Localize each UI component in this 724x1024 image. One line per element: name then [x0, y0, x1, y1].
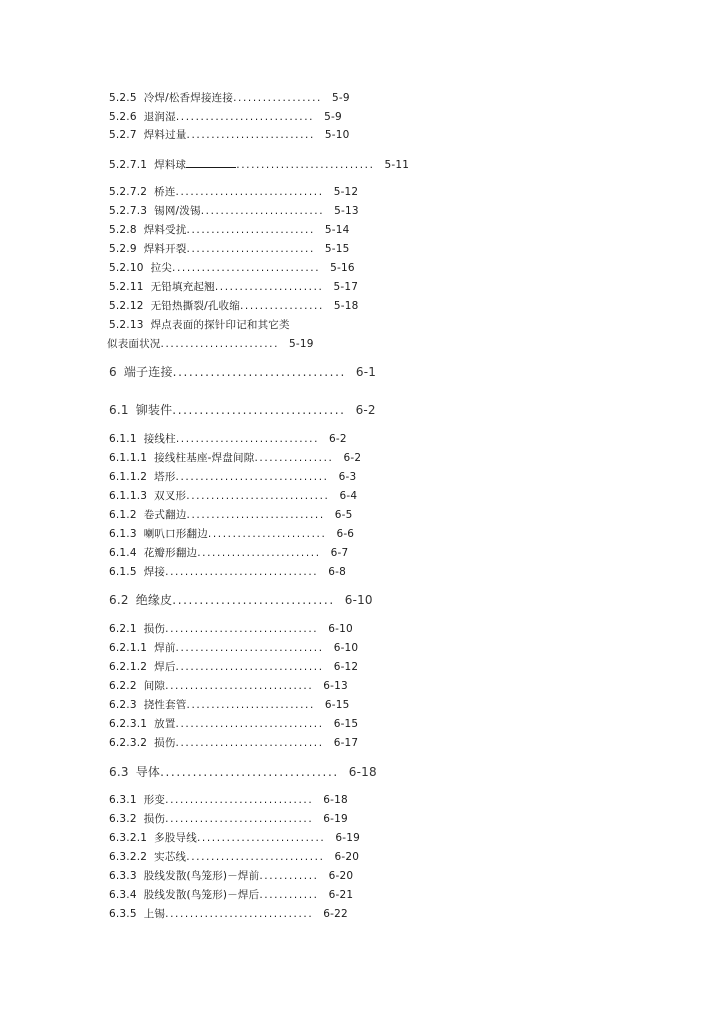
entry-number: 5.2.7.2	[109, 186, 148, 198]
entry-number: 6.1	[109, 403, 129, 417]
page-number: 6-10	[344, 593, 373, 607]
entry-title: 接线柱基座-焊盘间隙	[154, 452, 255, 464]
leader-dots: ..................	[233, 92, 322, 104]
entry-number: 6.1.1.2	[109, 471, 148, 483]
toc-entry[interactable]	[109, 831, 360, 845]
leader-dots: .................................	[160, 765, 339, 779]
toc-section-heading[interactable]	[109, 764, 377, 780]
entry-number: 6.1.1.3	[109, 490, 148, 502]
entry-title: 焊接	[143, 566, 166, 578]
toc-entry[interactable]	[109, 812, 348, 826]
leader-dots: ............................	[236, 159, 375, 171]
entry-number: 6.2.1.1	[109, 642, 148, 654]
leader-dots: ........................	[207, 528, 327, 540]
toc-entry[interactable]	[109, 489, 357, 503]
toc-entry[interactable]	[109, 546, 348, 560]
page-number: 6-15	[333, 718, 359, 730]
entry-number: 6.2.1.2	[109, 661, 148, 673]
entry-number: 6.2	[109, 593, 129, 607]
page-number: 5-18	[333, 300, 359, 312]
page-number: 5-14	[324, 224, 350, 236]
toc-entry[interactable]	[109, 451, 361, 465]
toc-entry[interactable]	[109, 470, 356, 484]
page-number: 5-19	[289, 338, 314, 350]
entry-title: 焊后	[154, 661, 176, 673]
toc-entry[interactable]	[109, 717, 358, 731]
page-number: 6-10	[328, 623, 353, 635]
entry-number: 5.2.6	[109, 111, 137, 123]
toc-section-heading[interactable]	[109, 592, 373, 608]
entry-number: 6.1.1	[109, 433, 137, 445]
entry-number: 5.2.7.1	[109, 159, 148, 171]
page-number: 6-21	[328, 889, 354, 901]
entry-number: 6.1.4	[109, 547, 137, 559]
toc-entry[interactable]	[109, 888, 353, 902]
toc-entry[interactable]	[109, 793, 348, 807]
toc-entry[interactable]	[109, 261, 355, 275]
page-number: 5-9	[324, 111, 342, 123]
entry-title: 拉尖	[150, 262, 173, 274]
leader-dots: ..........................	[186, 129, 315, 141]
page-number: 6-22	[323, 908, 348, 920]
leader-dots: ..............................	[175, 718, 324, 730]
entry-number: 6.3.2.1	[109, 832, 148, 844]
toc-entry[interactable]	[109, 204, 359, 218]
page-number: 6-18	[348, 765, 377, 779]
toc-entry[interactable]	[109, 157, 409, 172]
page-number: 6-19	[335, 832, 360, 844]
page-number: 6-12	[333, 661, 359, 673]
leader-dots: ............................	[186, 851, 325, 863]
page-number: 5-10	[324, 129, 350, 141]
page-number: 6-2	[355, 403, 376, 417]
entry-number: 6.3.2.2	[109, 851, 148, 863]
entry-title: 焊点表面的探针印记和其它类	[150, 319, 290, 331]
leader-dots: ..............................	[175, 642, 324, 654]
toc-entry[interactable]	[109, 299, 359, 313]
entry-title: 多股导线	[154, 832, 197, 844]
entry-title: 卷式翻边	[143, 509, 187, 521]
leader-dots: ............	[259, 870, 319, 882]
page-number: 6-2	[329, 433, 347, 445]
leader-dots: ..............................	[165, 908, 314, 920]
leader-dots: ........................	[160, 338, 280, 350]
entry-title: 锡网/泼锡	[154, 205, 201, 217]
page-number: 6-10	[333, 642, 359, 654]
leader-dots: ......................	[214, 281, 324, 293]
entry-title: 桥连	[154, 186, 176, 198]
toc-section-heading[interactable]	[109, 402, 376, 418]
leader-dots: ..............................	[172, 262, 321, 274]
toc-entry[interactable]	[107, 337, 314, 351]
page-number: 6-18	[323, 794, 348, 806]
page-number: 6-7	[330, 547, 349, 559]
leader-dots: ..............................	[165, 680, 314, 692]
page-number: 5-11	[384, 159, 410, 171]
underline-blank	[186, 157, 236, 168]
leader-dots: .........................	[197, 547, 321, 559]
leader-dots: ............................	[186, 509, 325, 521]
entry-number: 5.2.7.3	[109, 205, 148, 217]
entry-title: 喇叭口形翻边	[143, 528, 208, 540]
leader-dots: ................................	[172, 403, 346, 417]
entry-number: 6.3	[109, 765, 129, 779]
leader-dots: .............................	[186, 490, 330, 502]
entry-number: 6.1.5	[109, 566, 137, 578]
entry-number: 5.2.10	[109, 262, 144, 274]
entry-title: 实芯线	[154, 851, 187, 863]
page-number: 5-9	[331, 92, 350, 104]
leader-dots: .........................	[200, 205, 325, 217]
entry-title: 接线柱	[143, 433, 176, 445]
entry-title: 股线发散(鸟笼形)－焊前	[143, 870, 260, 882]
toc-entry[interactable]	[109, 622, 353, 636]
page-number: 6-3	[338, 471, 357, 483]
toc-entry[interactable]	[109, 527, 354, 541]
page-number: 6-8	[328, 566, 346, 578]
toc-entry[interactable]	[109, 280, 358, 294]
leader-dots: ..............................	[172, 593, 335, 607]
entry-number: 6.3.2	[109, 813, 137, 825]
toc-entry[interactable]	[109, 242, 350, 256]
entry-title: 形变	[143, 794, 166, 806]
toc-entry[interactable]	[109, 907, 348, 921]
page-number: 5-12	[333, 186, 359, 198]
leader-dots: ..........................	[186, 224, 315, 236]
entry-title: 绝缘皮	[135, 593, 173, 607]
leader-dots: .................	[239, 300, 324, 312]
toc-entry[interactable]	[109, 223, 350, 237]
page-number: 6-4	[339, 490, 358, 502]
page-number: 5-16	[330, 262, 355, 274]
entry-title: 损伤	[143, 813, 166, 825]
entry-number: 5.2.5	[109, 92, 137, 104]
entry-number: 5.2.9	[109, 243, 137, 255]
toc-entry[interactable]	[109, 736, 358, 750]
page-number: 6-17	[333, 737, 359, 749]
entry-title: 焊料过量	[143, 129, 187, 141]
entry-title: 冷焊/松香焊接连接	[143, 92, 234, 104]
entry-title: 间隙	[143, 680, 166, 692]
entry-number: 5.2.8	[109, 224, 137, 236]
toc-section-heading[interactable]	[109, 364, 376, 380]
entry-title: 导体	[135, 765, 161, 779]
page-number: 5-15	[324, 243, 350, 255]
entry-title: 损伤	[143, 623, 166, 635]
entry-title: 上锡	[143, 908, 166, 920]
entry-title: 似表面状况	[107, 338, 161, 350]
entry-title: 花瓣形翻边	[143, 547, 198, 559]
entry-title: 挠性套管	[143, 699, 187, 711]
entry-number: 6.2.3.2	[109, 737, 148, 749]
page-number: 6-1	[355, 365, 377, 379]
toc-entry[interactable]	[109, 679, 348, 693]
entry-number: 6.2.1	[109, 623, 137, 635]
toc-entry[interactable]	[109, 432, 347, 446]
leader-dots: ................	[254, 452, 334, 464]
leader-dots: ...............................	[175, 471, 329, 483]
leader-dots: ..............................	[165, 794, 314, 806]
leader-dots: ..........................	[196, 832, 326, 844]
page-number: 6-2	[343, 452, 362, 464]
entry-title: 损伤	[154, 737, 176, 749]
page-number: 6-5	[334, 509, 353, 521]
entry-title: 放置	[154, 718, 176, 730]
leader-dots: ............	[259, 889, 319, 901]
entry-number: 5.2.7	[109, 129, 137, 141]
entry-number: 6.3.1	[109, 794, 137, 806]
page-number: 5-13	[334, 205, 359, 217]
leader-dots: ..............................	[165, 813, 314, 825]
leader-dots: ...............................	[165, 566, 319, 578]
leader-dots: ..............................	[175, 737, 324, 749]
entry-number: 5.2.13	[109, 319, 144, 331]
entry-title: 退润湿	[143, 111, 176, 123]
leader-dots: ...............................	[165, 623, 319, 635]
entry-number: 5.2.12	[109, 300, 144, 312]
entry-title: 无铅填充起翘	[150, 281, 215, 293]
entry-title: 焊料受扰	[143, 224, 187, 236]
toc-entry[interactable]	[109, 91, 350, 105]
entry-title: 铆装件	[135, 403, 173, 417]
entry-title: 双叉形	[154, 490, 187, 502]
entry-number: 6.2.3.1	[109, 718, 148, 730]
entry-number: 6.1.2	[109, 509, 137, 521]
toc-entry[interactable]	[109, 641, 358, 655]
page-number: 6-20	[334, 851, 360, 863]
toc-entry[interactable]	[109, 850, 359, 864]
toc-entry[interactable]	[109, 318, 300, 332]
entry-number: 6	[109, 365, 117, 379]
leader-dots: ..............................	[175, 186, 324, 198]
entry-title: 焊料开裂	[143, 243, 187, 255]
toc-entry[interactable]	[109, 508, 353, 522]
toc-entry[interactable]	[109, 185, 358, 199]
entry-number: 6.1.1.1	[109, 452, 148, 464]
page-number: 6-19	[323, 813, 348, 825]
page-number: 6-13	[323, 680, 348, 692]
leader-dots: ................................	[172, 365, 346, 379]
toc-entry[interactable]	[109, 698, 350, 712]
entry-title: 焊前	[154, 642, 176, 654]
entry-number: 6.3.3	[109, 870, 137, 882]
toc-entry[interactable]	[109, 128, 350, 142]
page-number: 6-6	[336, 528, 355, 540]
entry-number: 6.2.3	[109, 699, 137, 711]
page-number: 6-20	[328, 870, 354, 882]
page-number: 6-15	[324, 699, 350, 711]
entry-number: 6.3.5	[109, 908, 137, 920]
leader-dots: .............................	[175, 433, 320, 445]
entry-title: 股线发散(鸟笼形)－焊后	[143, 889, 260, 901]
entry-title: 焊料球	[154, 159, 187, 171]
page-number: 5-17	[333, 281, 359, 293]
entry-number: 6.1.3	[109, 528, 137, 540]
entry-number: 6.3.4	[109, 889, 137, 901]
entry-number: 5.2.11	[109, 281, 144, 293]
entry-title: 无铅热撕裂/孔收缩	[150, 300, 240, 312]
leader-dots: ..............................	[175, 661, 324, 673]
leader-dots: ............................	[175, 111, 315, 123]
toc-entry[interactable]	[109, 660, 358, 674]
leader-dots: ..........................	[186, 243, 315, 255]
toc-entry[interactable]	[109, 110, 342, 124]
entry-number: 6.2.2	[109, 680, 137, 692]
leader-dots: ..........................	[186, 699, 315, 711]
entry-title: 端子连接	[123, 365, 173, 379]
toc-entry[interactable]	[109, 869, 353, 883]
entry-title: 塔形	[154, 471, 176, 483]
toc-entry[interactable]	[109, 565, 346, 579]
